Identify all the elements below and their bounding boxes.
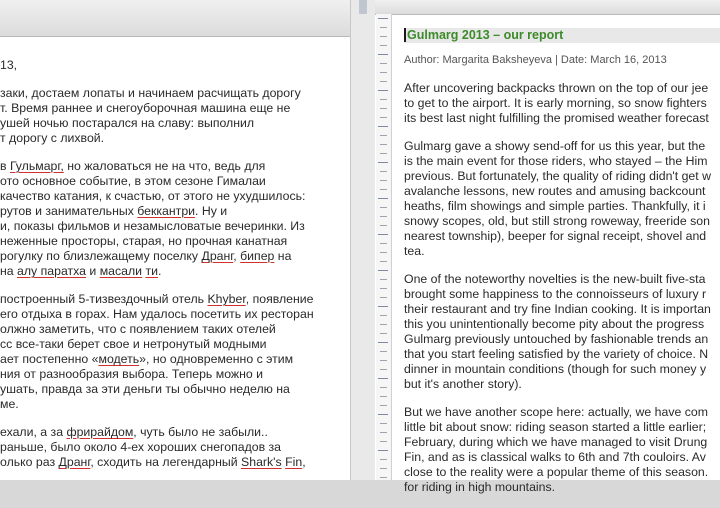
text-cursor	[404, 28, 406, 42]
misspelled-word: беккантри	[137, 204, 196, 218]
text-line	[0, 307, 345, 322]
text-run: и	[86, 264, 100, 278]
document-byline: Author: Margarita Baksheyeva | Date: March 16, 2013	[404, 54, 667, 66]
text-line	[0, 189, 345, 204]
ruler-tick	[380, 189, 387, 190]
text-run: , чуть было не забыли..	[133, 425, 268, 439]
ruler-tick	[380, 477, 387, 478]
text-line: is the main event for those riders, who stayed – the Him	[404, 154, 708, 168]
ruler-tick	[380, 144, 387, 145]
ruler-tick	[380, 369, 387, 370]
ruler-tick	[380, 36, 387, 37]
text-line	[0, 382, 345, 397]
text-line	[0, 131, 345, 146]
paragraph	[404, 139, 720, 259]
text-run: но жаловаться не на что, ведь для	[63, 159, 266, 173]
text-run: т. Время раннее и снегоуборочная машина еще не	[0, 101, 291, 115]
text-run: раньше, было около 4-ех хороших снегопадов за	[0, 440, 282, 454]
text-line	[0, 101, 345, 116]
text-run: ушать, правда за эти деньги ты обычно неделю на	[0, 382, 290, 396]
text-line: little bit about snow: riding season started a little earlier;	[404, 420, 707, 434]
ruler-tick	[380, 180, 387, 181]
ruler-tick	[380, 135, 387, 136]
text-run: олжно заметить, что с появлением таких отелей	[0, 322, 276, 336]
misspelled-word: алу паратха	[17, 264, 87, 278]
left-pane-toolbar	[0, 0, 350, 37]
text-line	[0, 425, 345, 440]
ruler-tick	[380, 252, 387, 253]
ruler-tick	[380, 225, 387, 226]
ruler-tick	[380, 351, 387, 352]
ruler-tick	[378, 270, 388, 271]
text-line: its best last night fulfilling the promised weather forecast	[404, 111, 709, 125]
text-run: его отдыха в горах. Нам удалось посетить их ресторан	[0, 307, 314, 321]
text-run: олько раз	[0, 455, 59, 469]
ruler-tick	[380, 207, 387, 208]
left-document-pane[interactable]	[0, 0, 350, 480]
ruler-tick	[380, 396, 387, 397]
ruler-tick	[380, 153, 387, 154]
text-run: , появление	[245, 292, 314, 306]
text-run: рогулку по близлежащему поселку	[0, 249, 202, 263]
ruler-tick	[380, 432, 387, 433]
ruler-tick	[380, 261, 387, 262]
ruler-tick	[378, 90, 388, 91]
ruler-tick	[380, 216, 387, 217]
divider-handle[interactable]	[359, 0, 367, 14]
ruler-tick	[380, 468, 387, 469]
text-line: snowy scopes, old, but still strong roweway, freeride son	[404, 214, 710, 228]
text-line	[0, 174, 345, 189]
text-line	[0, 219, 345, 234]
ruler-tick	[380, 27, 387, 28]
document-title-text: Gulmarg 2013 – our report	[407, 28, 564, 42]
text-line	[0, 337, 345, 352]
ruler-tick	[380, 279, 387, 280]
paragraph	[0, 425, 345, 470]
text-line: previous. But fortunately, the quality of riding didn't get w	[404, 169, 711, 183]
misspelled-word: масали	[99, 264, 143, 278]
paragraph	[0, 159, 345, 279]
misspelled-word: Гульмарг,	[9, 159, 64, 173]
russian-document-body[interactable]	[0, 58, 345, 480]
text-line: heaths, film showings and simple parties. Thankfully, it i	[404, 199, 706, 213]
text-line: After uncovering backpacks thrown on the top of our jee	[404, 81, 709, 95]
date-fragment: 13,	[0, 58, 18, 72]
text-line	[0, 292, 345, 307]
misspelled-word: Fin	[285, 455, 303, 469]
ruler-tick	[378, 414, 388, 415]
ruler-tick	[380, 288, 387, 289]
text-line: tea.	[404, 244, 425, 258]
ruler-tick	[380, 45, 387, 46]
text-run: рутов и занимательных	[0, 204, 138, 218]
paragraph	[0, 86, 345, 146]
misspelled-word: фрирайдом	[66, 425, 134, 439]
text-run: и, показы фильмов и незамысловатые вечеринки. Из	[0, 219, 305, 233]
text-run: в	[0, 159, 10, 173]
text-run: ния от разнообразия выбора. Теперь можно и	[0, 367, 264, 381]
text-line: brought some happiness to the connoisseurs of luxury r	[404, 287, 707, 301]
text-line	[0, 204, 345, 219]
ruler-tick	[380, 99, 387, 100]
text-line: their restaurant and try fine Indian cooking. It is importan	[404, 302, 711, 316]
ruler-tick	[378, 162, 388, 163]
paragraph	[404, 405, 720, 495]
text-line: that you start feeling satisfied by the variety of choice. N	[404, 347, 709, 361]
text-line: Fin, and as is classical walks to 6th and 7th couloirs. Av	[404, 450, 706, 464]
text-run: , сходить на легендарный	[90, 455, 242, 469]
text-line	[0, 249, 345, 264]
text-run: ушей ночью постарался на славу: выполнил	[0, 116, 255, 130]
misspelled-word: Khyber	[207, 292, 246, 306]
ruler-tick	[380, 360, 387, 361]
text-run: построенный 5-тизвездочный отель	[0, 292, 208, 306]
ruler-tick	[380, 387, 387, 388]
text-line	[0, 264, 345, 279]
vertical-ruler	[376, 14, 392, 480]
text-run: ,	[233, 249, 241, 263]
text-line	[0, 367, 345, 382]
text-run: заки, достаем лопаты и начинаем расчищать дорогу	[0, 86, 301, 100]
text-line: Gulmarg gave a showy send-off for us this year, but the	[404, 139, 706, 153]
text-run: . Ну и	[195, 204, 228, 218]
text-line	[0, 397, 345, 412]
text-line	[0, 116, 345, 131]
ruler-tick	[380, 441, 387, 442]
ruler-tick	[378, 54, 388, 55]
ruler-tick	[380, 243, 387, 244]
text-run: ,	[302, 455, 306, 469]
misspelled-word: Дранг	[58, 455, 91, 469]
misspelled-word: модеть	[98, 352, 140, 366]
text-line: One of the noteworthy novelties is the new-built five-sta	[404, 272, 706, 286]
text-line: to get to the airport. It is early morning, so snow fighters	[404, 96, 707, 110]
text-line: But we have another scope here: actually, we have com	[404, 405, 708, 419]
text-line	[0, 440, 345, 455]
text-line: this you unintentionally become pity about the progress	[404, 317, 705, 331]
text-run: качество катания, к счастью, от этого не ухудшилось:	[0, 189, 306, 203]
text-line	[0, 455, 345, 470]
text-run: на	[274, 249, 292, 263]
ruler-tick	[378, 378, 388, 379]
ruler-tick	[380, 297, 387, 298]
text-run: ехали, а за	[0, 425, 67, 439]
ruler-tick	[380, 171, 387, 172]
ruler-tick	[380, 117, 387, 118]
text-line: Gulmarg previously untouched by fashionable trends an	[404, 332, 709, 346]
ruler-tick	[380, 108, 387, 109]
english-document-body[interactable]	[404, 28, 720, 508]
ruler-tick	[380, 405, 387, 406]
text-run: сс все-таки берет свое и нетронутый модными	[0, 337, 267, 351]
text-run: ме.	[0, 397, 19, 411]
ruler-tick	[380, 333, 387, 334]
text-run: неженные просторы, старая, но прочная канатная	[0, 234, 288, 248]
text-run: ает постепенно «	[0, 352, 99, 366]
misspelled-word: ти	[145, 264, 158, 278]
text-line: dinner in mountain conditions (though for such money y	[404, 362, 707, 376]
ruler-tick	[380, 423, 387, 424]
text-line	[0, 352, 345, 367]
ruler-tick	[380, 63, 387, 64]
ruler-tick	[378, 234, 388, 235]
document-title	[404, 28, 720, 43]
text-run: т дорогу с лихвой.	[0, 131, 105, 145]
text-line: for riding in high mountains.	[404, 480, 556, 494]
paragraph	[404, 272, 720, 392]
text-run: ото основное событие, в этом сезоне Гималаи	[0, 174, 266, 188]
ruler-tick	[378, 18, 388, 19]
text-line: but it's another story).	[404, 377, 522, 391]
text-run: », но одновременно с этим	[139, 352, 294, 366]
ruler-tick	[378, 306, 388, 307]
split-divider[interactable]	[350, 0, 377, 480]
text-line: avalanche lessons, new routes and amusing backcount	[404, 184, 706, 198]
text-run: на	[0, 264, 18, 278]
text-line	[0, 322, 345, 337]
ruler-tick	[378, 198, 388, 199]
ruler-tick	[378, 342, 388, 343]
text-run: .	[157, 264, 162, 278]
ruler-tick	[378, 126, 388, 127]
text-line	[0, 86, 345, 101]
misspelled-word: Дранг	[201, 249, 234, 263]
ruler-tick	[380, 315, 387, 316]
text-line	[0, 159, 345, 174]
text-line	[0, 234, 345, 249]
ruler-tick	[378, 450, 388, 451]
misspelled-word: бипер	[240, 249, 275, 263]
ruler-tick	[380, 81, 387, 82]
ruler-tick	[380, 459, 387, 460]
misspelled-word: Shark's	[241, 455, 282, 469]
paragraph	[404, 81, 720, 126]
text-line: nearest township), beeper for signal receipt, shovel and	[404, 229, 707, 243]
ruler-tick	[380, 324, 387, 325]
text-line: February, during which we have managed to visit Drung	[404, 435, 708, 449]
text-line: close to the reality were a popular theme of this season.	[404, 465, 709, 479]
right-pane-toolbar	[375, 0, 720, 15]
ruler-tick	[380, 72, 387, 73]
paragraph	[0, 292, 345, 412]
